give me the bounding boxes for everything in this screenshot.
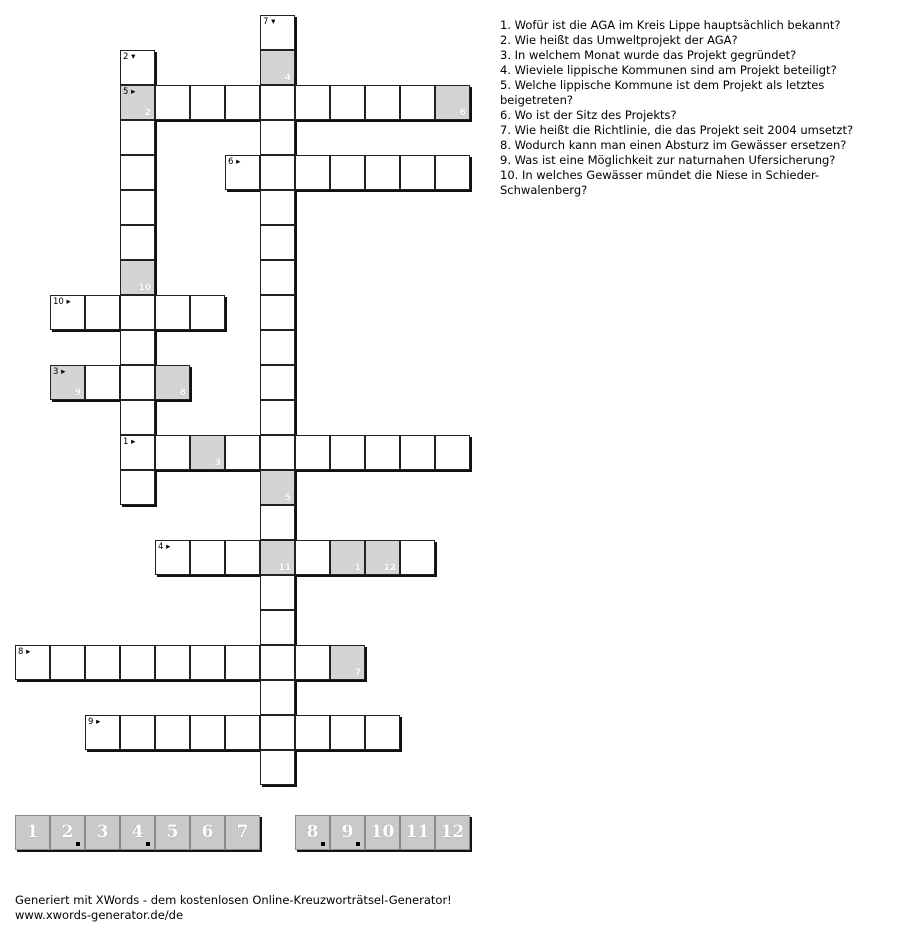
grid-cell[interactable] xyxy=(365,540,400,575)
grid-cell[interactable] xyxy=(85,295,120,330)
grid-cell[interactable] xyxy=(330,85,365,120)
clue-number: 3 ▸ xyxy=(53,367,66,377)
crossword-grid xyxy=(0,0,480,860)
grid-cell[interactable] xyxy=(190,85,225,120)
grid-cell[interactable] xyxy=(365,85,400,120)
grid-cell[interactable] xyxy=(225,435,260,470)
grid-cell[interactable] xyxy=(435,435,470,470)
grid-cell[interactable] xyxy=(260,225,295,260)
footer xyxy=(15,893,452,923)
grid-cell[interactable] xyxy=(225,645,260,680)
grid-cell[interactable] xyxy=(225,715,260,750)
grid-cell[interactable] xyxy=(400,540,435,575)
grid-cell[interactable] xyxy=(330,715,365,750)
grid-cell[interactable] xyxy=(50,365,85,400)
grid-cell[interactable] xyxy=(225,155,260,190)
solution-cell[interactable]: 5 xyxy=(155,815,190,850)
grid-cell[interactable] xyxy=(120,645,155,680)
grid-cell[interactable] xyxy=(260,85,295,120)
solution-letter-index: 11 xyxy=(278,563,291,573)
clue-number: 7 ▾ xyxy=(263,17,276,27)
clue-2: 2. Wie heißt das Umweltprojekt der AGA? xyxy=(500,33,738,47)
footer-credit: Generiert mit XWords - dem kostenlosen Online-Kreuzworträtsel-Generator! xyxy=(15,893,452,907)
footer-url[interactable]: www.xwords-generator.de/de xyxy=(15,908,184,922)
grid-cell[interactable] xyxy=(120,155,155,190)
solution-cell[interactable]: 10 xyxy=(365,815,400,850)
solution-cell[interactable]: 12 xyxy=(435,815,470,850)
clue-list xyxy=(500,18,900,198)
grid-cell[interactable] xyxy=(260,15,295,50)
solution-cell[interactable]: 6 xyxy=(190,815,225,850)
grid-cell[interactable] xyxy=(120,470,155,505)
grid-cell[interactable] xyxy=(85,365,120,400)
grid-cell[interactable] xyxy=(190,295,225,330)
grid-cell[interactable] xyxy=(435,85,470,120)
grid-cell[interactable] xyxy=(85,715,120,750)
clue-4: 4. Wieviele lippische Kommunen sind am Projekt beteiligt? xyxy=(500,63,837,77)
grid-cell[interactable] xyxy=(50,295,85,330)
grid-cell[interactable] xyxy=(260,680,295,715)
grid-cell[interactable] xyxy=(330,540,365,575)
clue-number: 4 ▸ xyxy=(158,542,171,552)
clue-8: 8. Wodurch kann man einen Absturz im Gewässer ersetzen? xyxy=(500,138,847,152)
grid-cell[interactable] xyxy=(365,155,400,190)
grid-cell[interactable] xyxy=(120,260,155,295)
grid-cell[interactable] xyxy=(120,225,155,260)
solution-letter-index: 5 xyxy=(284,493,291,503)
grid-cell[interactable] xyxy=(260,750,295,785)
grid-cell[interactable] xyxy=(260,50,295,85)
grid-cell[interactable] xyxy=(190,645,225,680)
grid-cell[interactable] xyxy=(190,435,225,470)
space-marker-icon xyxy=(321,842,325,846)
grid-cell[interactable] xyxy=(225,85,260,120)
grid-cell[interactable] xyxy=(120,715,155,750)
grid-cell[interactable] xyxy=(120,120,155,155)
solution-cell[interactable]: 4 xyxy=(120,815,155,850)
grid-cell[interactable] xyxy=(260,295,295,330)
grid-cell[interactable] xyxy=(400,155,435,190)
grid-cell[interactable] xyxy=(295,85,330,120)
clue-6: 6. Wo ist der Sitz des Projekts? xyxy=(500,108,677,122)
clue-9: 9. Was ist eine Möglichkeit zur naturnahen Ufersicherung? xyxy=(500,153,836,167)
clue-number: 2 ▾ xyxy=(123,52,136,62)
grid-cell[interactable] xyxy=(120,365,155,400)
grid-cell[interactable] xyxy=(400,435,435,470)
grid-cell[interactable] xyxy=(155,435,190,470)
grid-cell[interactable] xyxy=(155,295,190,330)
grid-cell[interactable] xyxy=(155,365,190,400)
solution-letter-index: 6 xyxy=(459,108,466,118)
grid-cell[interactable] xyxy=(260,575,295,610)
solution-letter-index: 9 xyxy=(74,388,81,398)
clue-number: 1 ▸ xyxy=(123,437,136,447)
solution-letter-index: 12 xyxy=(383,563,396,573)
grid-cell[interactable] xyxy=(225,540,260,575)
clue-number: 8 ▸ xyxy=(18,647,31,657)
solution-letter-index: 1 xyxy=(354,563,361,573)
clue-number: 5 ▸ xyxy=(123,87,136,97)
grid-cell[interactable] xyxy=(330,645,365,680)
solution-cell[interactable]: 11 xyxy=(400,815,435,850)
clue-3: 3. In welchem Monat wurde das Projekt gegründet? xyxy=(500,48,797,62)
clue-number: 9 ▸ xyxy=(88,717,101,727)
grid-cell[interactable] xyxy=(120,190,155,225)
solution-cell[interactable]: 2 xyxy=(50,815,85,850)
grid-cell[interactable] xyxy=(120,435,155,470)
solution-cell[interactable]: 3 xyxy=(85,815,120,850)
clue-1: 1. Wofür ist die AGA im Kreis Lippe hauptsächlich bekannt? xyxy=(500,18,841,32)
solution-cell[interactable]: 9 xyxy=(330,815,365,850)
grid-cell[interactable] xyxy=(120,330,155,365)
grid-cell[interactable] xyxy=(155,715,190,750)
grid-cell[interactable] xyxy=(190,715,225,750)
solution-letter-index: 8 xyxy=(179,388,186,398)
grid-cell[interactable] xyxy=(120,50,155,85)
grid-cell[interactable] xyxy=(330,155,365,190)
grid-cell[interactable] xyxy=(260,365,295,400)
grid-cell[interactable] xyxy=(260,400,295,435)
solution-cell[interactable]: 8 xyxy=(295,815,330,850)
grid-cell[interactable] xyxy=(85,645,120,680)
grid-cell[interactable] xyxy=(260,190,295,225)
grid-cell[interactable] xyxy=(260,260,295,295)
space-marker-icon xyxy=(76,842,80,846)
grid-cell[interactable] xyxy=(260,435,295,470)
solution-letter-index: 10 xyxy=(138,283,151,293)
grid-cell[interactable] xyxy=(365,715,400,750)
grid-cell[interactable] xyxy=(155,540,190,575)
grid-cell[interactable] xyxy=(190,540,225,575)
grid-cell[interactable] xyxy=(260,120,295,155)
grid-cell[interactable] xyxy=(295,540,330,575)
grid-cell[interactable] xyxy=(365,435,400,470)
clue-7: 7. Wie heißt die Richtlinie, die das Projekt seit 2004 umsetzt? xyxy=(500,123,854,137)
clue-number: 6 ▸ xyxy=(228,157,241,167)
grid-cell[interactable] xyxy=(260,505,295,540)
grid-cell[interactable] xyxy=(120,295,155,330)
solution-letter-index: 3 xyxy=(214,458,221,468)
grid-cell[interactable] xyxy=(50,645,85,680)
grid-cell[interactable] xyxy=(435,155,470,190)
space-marker-icon xyxy=(356,842,360,846)
grid-cell[interactable] xyxy=(260,645,295,680)
solution-cell[interactable]: 1 xyxy=(15,815,50,850)
grid-cell[interactable] xyxy=(120,85,155,120)
solution-cell[interactable]: 7 xyxy=(225,815,260,850)
space-marker-icon xyxy=(146,842,150,846)
grid-cell[interactable] xyxy=(155,645,190,680)
grid-cell[interactable] xyxy=(295,155,330,190)
grid-cell[interactable] xyxy=(260,540,295,575)
solution-letter-index: 4 xyxy=(284,73,291,83)
clue-number: 10 ▸ xyxy=(53,297,71,307)
solution-letter-index: 2 xyxy=(144,108,151,118)
grid-cell[interactable] xyxy=(260,470,295,505)
solution-letter-index: 7 xyxy=(354,668,361,678)
grid-cell[interactable] xyxy=(400,85,435,120)
grid-cell[interactable] xyxy=(295,715,330,750)
grid-cell[interactable] xyxy=(15,645,50,680)
grid-cell[interactable] xyxy=(260,330,295,365)
grid-cell[interactable] xyxy=(260,155,295,190)
grid-cell[interactable] xyxy=(330,435,365,470)
grid-cell[interactable] xyxy=(295,645,330,680)
clue-5: 5. Welche lippische Kommune ist dem Projekt als letztes beigetreten? xyxy=(500,78,825,107)
grid-cell[interactable] xyxy=(295,435,330,470)
clue-10: 10. In welches Gewässer mündet die Niese in Schieder-Schwalenberg? xyxy=(500,168,820,197)
grid-cell[interactable] xyxy=(260,715,295,750)
grid-cell[interactable] xyxy=(260,610,295,645)
grid-cell[interactable] xyxy=(120,400,155,435)
grid-cell[interactable] xyxy=(155,85,190,120)
